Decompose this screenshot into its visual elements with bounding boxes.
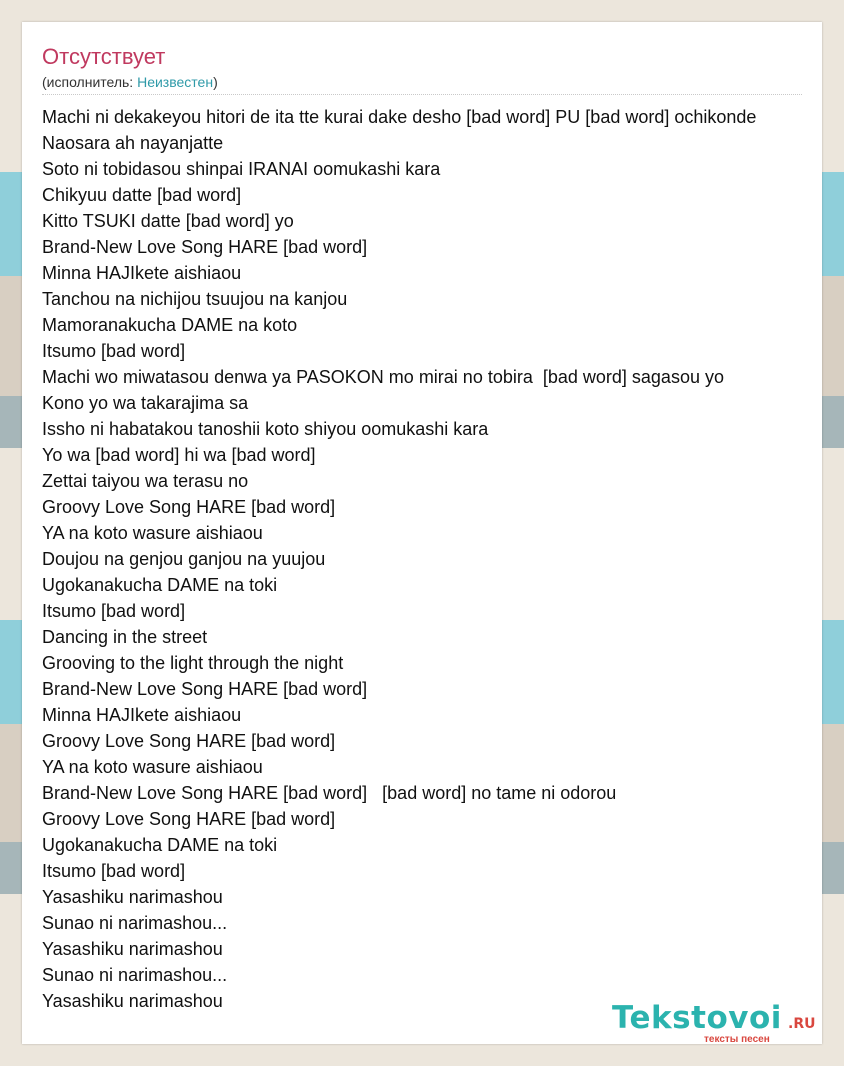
- lyric-line: Ugokanakucha DAME na toki: [42, 835, 278, 855]
- lyric-line: YA na koto wasure aishiaou: [42, 757, 263, 777]
- performer-line: [42, 73, 218, 91]
- lyric-line: Kono yo wa takarajima sa: [42, 393, 249, 413]
- performer-link[interactable]: Неизвестен: [137, 74, 214, 90]
- song-title: Отсутствует: [42, 44, 166, 69]
- lyrics-card: [22, 22, 822, 1044]
- lyric-line: Itsumo [bad word]: [42, 601, 186, 621]
- lyric-line: Soto ni tobidasou shinpai IRANAI oomukashi kara: [42, 159, 441, 179]
- divider: [42, 94, 802, 95]
- lyric-line: Yasashiku narimashou: [42, 991, 223, 1011]
- performer-prefix: (исполнитель:: [42, 74, 138, 90]
- lyric-line: YA na koto wasure aishiaou: [42, 523, 263, 543]
- lyric-line: Sunao ni narimashou...: [42, 965, 228, 985]
- lyric-line: Brand-New Love Song HARE [bad word] [bad word] no tame ni odorou: [42, 783, 617, 803]
- lyric-line: Itsumo [bad word]: [42, 341, 186, 361]
- lyric-line: Yo wa [bad word] hi wa [bad word]: [42, 445, 316, 465]
- lyric-line: Groovy Love Song HARE [bad word]: [42, 809, 336, 829]
- performer-suffix: ): [213, 74, 218, 90]
- lyric-line: Machi ni dekakeyou hitori de ita tte kurai dake desho [bad word] PU [bad word] ochikonde: [42, 107, 757, 127]
- lyric-line: Machi wo miwatasou denwa ya PASOKON mo mirai no tobira [bad word] sagasou yo: [42, 367, 724, 387]
- lyric-line: Groovy Love Song HARE [bad word]: [42, 731, 336, 751]
- lyric-line: Tanchou na nichijou tsuujou na kanjou: [42, 289, 348, 309]
- lyric-line: Ugokanakucha DAME na toki: [42, 575, 278, 595]
- tekstovoi-logo[interactable]: [612, 1000, 816, 1044]
- lyric-line: Yasashiku narimashou: [42, 939, 223, 959]
- logo-tagline: тексты песен: [704, 1034, 770, 1044]
- lyric-line: Kitto TSUKI datte [bad word] yo: [42, 211, 294, 231]
- lyric-line: Minna HAJIkete aishiaou: [42, 705, 242, 725]
- lyric-line: Issho ni habatakou tanoshii koto shiyou oomukashi kara: [42, 419, 489, 439]
- lyric-line: Minna HAJIkete aishiaou: [42, 263, 242, 283]
- lyric-line: Itsumo [bad word]: [42, 861, 186, 881]
- lyric-line: Zettai taiyou wa terasu no: [42, 471, 249, 491]
- lyric-line: Brand-New Love Song HARE [bad word]: [42, 237, 368, 257]
- lyric-line: Groovy Love Song HARE [bad word]: [42, 497, 336, 517]
- lyrics-text: [42, 104, 822, 1014]
- lyric-line: Yasashiku narimashou: [42, 887, 223, 907]
- lyric-line: Grooving to the light through the night: [42, 653, 344, 673]
- lyric-line: Chikyuu datte [bad word]: [42, 185, 242, 205]
- lyric-line: Brand-New Love Song HARE [bad word]: [42, 679, 368, 699]
- lyric-line: Doujou na genjou ganjou na yuujou: [42, 549, 326, 569]
- lyric-line: Sunao ni narimashou...: [42, 913, 228, 933]
- lyric-line: Mamoranakucha DAME na koto: [42, 315, 298, 335]
- logo-tld: .RU: [788, 1016, 816, 1032]
- lyric-line: Dancing in the street: [42, 627, 208, 647]
- lyric-line: Naosara ah nayanjatte: [42, 133, 224, 153]
- logo-wordmark: Tekstovoi: [612, 1000, 782, 1036]
